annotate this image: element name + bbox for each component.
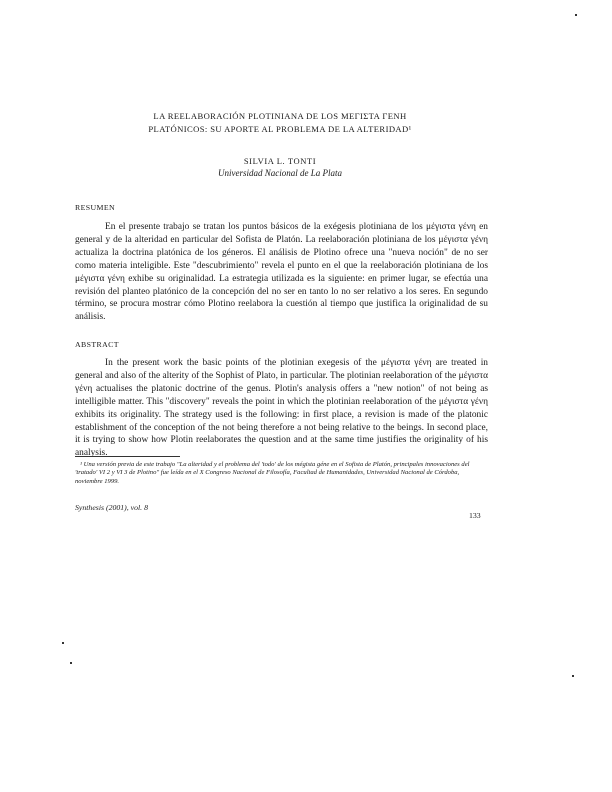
scan-speck (62, 642, 64, 644)
journal-citation: Synthesis (2001), vol. 8 (75, 503, 148, 512)
resumen-paragraph: En el presente trabajo se tratan los puntos básicos de la exégesis plotiniana de los μέγιστα γένη en general y de la alteridad en particular del Sofista de Platón. La reelaboración plotiniana de los μέγιστα γένη actualiza la doctrina platónica de los géneros. El análisis de Plotino ofrece una "nueva noción" de no ser como materia inteligible. Este "descubrimiento" revela el punto en el que la reelaboración plotiniana de los μέγιστα γένη exhibe su originalidad. La estrategia utilizada es la siguiente: en primer lugar, se efectúa una revisión del planteo platónico de la concepción del no ser en tanto lo no ser relativo a los seres. En segundo término, se procura mostrar cómo Plotino reelabora la cuestión al tiempo que justifica la originalidad de su análisis. (75, 222, 488, 323)
article-title-line-2: PLATÓNICOS: SU APORTE AL PROBLEMA DE LA ALTERIDAD¹ (148, 124, 412, 134)
author-name: SILVIA L. TONTI (243, 156, 317, 166)
footnote: ¹ Una versión previa de este trabajo "La alteridad y el problema del 'todo' de los mégista géne en el Sofista de Platón, principales innovaciones del 'tratado' VI 2 y VI 3 de Plotino" fue leída en el X Congreso Nacional de Filosofía, Facultad de Humanidades, Universidad Nacional de Córdoba, noviembre 1999. (75, 461, 470, 485)
scan-speck (70, 662, 72, 664)
scan-speck (575, 14, 577, 16)
footnote-rule (75, 456, 180, 457)
resumen-heading: RESUMEN (75, 203, 116, 212)
article-title (60, 110, 500, 136)
page-number: 133 (469, 511, 481, 520)
author-affiliation: Universidad Nacional de La Plata (218, 168, 342, 178)
article-title-line-1: LA REELABORACIÓN PLOTINIANA DE LOS ΜΕΓΙΣΤΑ ΓΕΝΗ (153, 111, 407, 121)
abstract-paragraph: In the present work the basic points of the plotinian exegesis of the μέγιστα γένη are treated in general and also of the alterity of the Sophist of Plato, in particular. The plotinian reelaboration of the μέγιστα γένη actualises the platonic doctrine of the genus. Plotin's analysis offers a "new notion" of not being as intelligible matter. This "discovery" reveals the point in which the plotinian reelaboration of the μέγιστα γένη exhibits its originality. The strategy used is the following: in first place, a revision is made of the platonic establishment of the conception of the not being therefore a not being relative to the beings. In second place, it is trying to show how Plotin reelaborates the question and at the same time justifies the originality of his analysis. (75, 358, 488, 459)
abstract-heading: ABSTRACT (75, 340, 119, 349)
scan-speck (572, 675, 574, 677)
